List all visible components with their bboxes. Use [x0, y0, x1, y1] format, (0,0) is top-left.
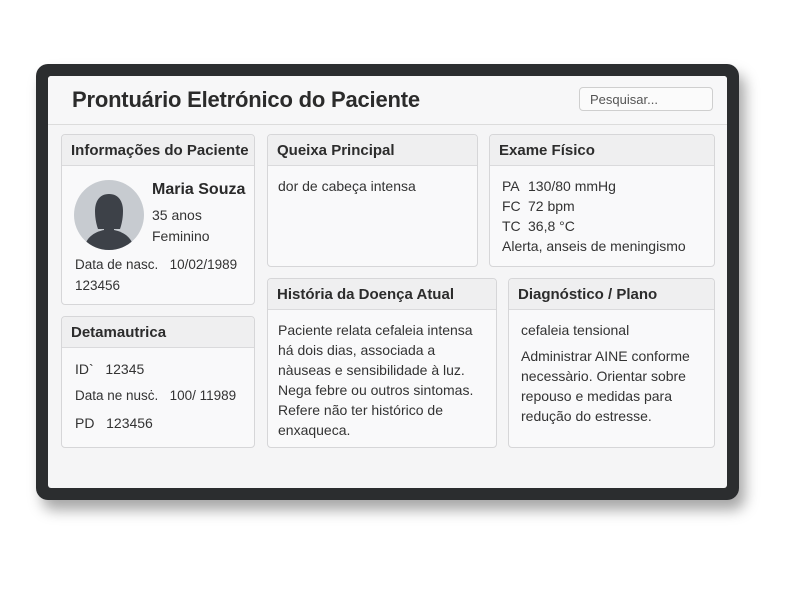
physical-exam-body [490, 166, 714, 266]
app-screen [48, 76, 727, 488]
patient-sex: Feminino [152, 228, 210, 244]
plan-line: Administrar AINE conforme [521, 348, 690, 364]
row-value: 123456 [106, 415, 153, 431]
demographics-row-pd [75, 415, 153, 431]
row-value: 100/ 11989 [169, 388, 237, 403]
vital-row [502, 176, 702, 196]
demographics-row-dob [75, 388, 236, 403]
patient-dob [75, 257, 237, 272]
vital-value: 36,8 °C [528, 218, 575, 234]
dob-label: Data de nasc. [75, 257, 159, 272]
history-line: há dois dias, associada a [278, 342, 436, 358]
history-line: nàuseas e sensibilidade à luz. [278, 362, 465, 378]
physical-exam-heading: Exame Físico [490, 135, 714, 166]
vital-row [502, 196, 702, 216]
vital-label: TC [502, 218, 521, 234]
plan-line: redução do estresse. [521, 408, 652, 424]
device-frame [36, 64, 739, 500]
patient-name: Maria Souza [152, 181, 246, 198]
history-heading: História da Doença Atual [268, 279, 496, 310]
row-value: 12345 [105, 361, 145, 377]
physical-exam-card [489, 134, 715, 267]
demographics-row-id [75, 361, 144, 377]
patient-id: 123456 [75, 278, 121, 293]
row-label: PD [75, 415, 95, 431]
exam-note: Alerta, anseis de meningismo [502, 238, 686, 254]
history-line: enxaqueca. [278, 422, 351, 438]
chief-complaint-heading: Queixa Principal [268, 135, 477, 166]
chief-complaint-text: dor de cabeça intensa [278, 178, 416, 194]
patient-info-card [61, 134, 255, 305]
chief-complaint-card [267, 134, 478, 267]
history-line: Nega febre ou outros sintomas. [278, 382, 474, 398]
diagnosis-heading: Diagnóstico / Plano [509, 279, 714, 310]
demographics-card [61, 316, 255, 448]
person-icon [74, 180, 144, 250]
vital-row [502, 216, 702, 236]
demographics-heading: Detamautrica [62, 317, 254, 348]
history-text [268, 310, 496, 450]
diagnosis-body [509, 310, 714, 436]
patient-info-heading: Informações do Paciente [62, 135, 254, 166]
history-line: Paciente relata cefaleia intensa [278, 322, 473, 338]
page-title: Prontuário Eletrónico do Paciente [72, 87, 420, 112]
history-line: Refere não ter histórico de [278, 402, 443, 418]
row-label: ID` [75, 361, 94, 377]
history-card [267, 278, 497, 448]
plan-line: necessàrio. Orientar sobre [521, 368, 686, 384]
app-header [48, 76, 727, 125]
vital-label: PA [502, 178, 520, 194]
vital-value: 72 bpm [528, 198, 575, 214]
avatar [74, 180, 144, 250]
vital-label: FC [502, 198, 521, 214]
diagnosis-card [508, 278, 715, 448]
search-input[interactable] [579, 87, 713, 111]
diagnosis-text: cefaleia tensional [521, 322, 630, 338]
patient-age: 35 anos [152, 207, 202, 223]
row-label: Data ne nusċ. [75, 388, 159, 403]
vital-value: 130/80 mmHg [528, 178, 616, 194]
plan-line: repouso e medidas para [521, 388, 672, 404]
dob-value: 10/02/1989 [169, 257, 238, 272]
